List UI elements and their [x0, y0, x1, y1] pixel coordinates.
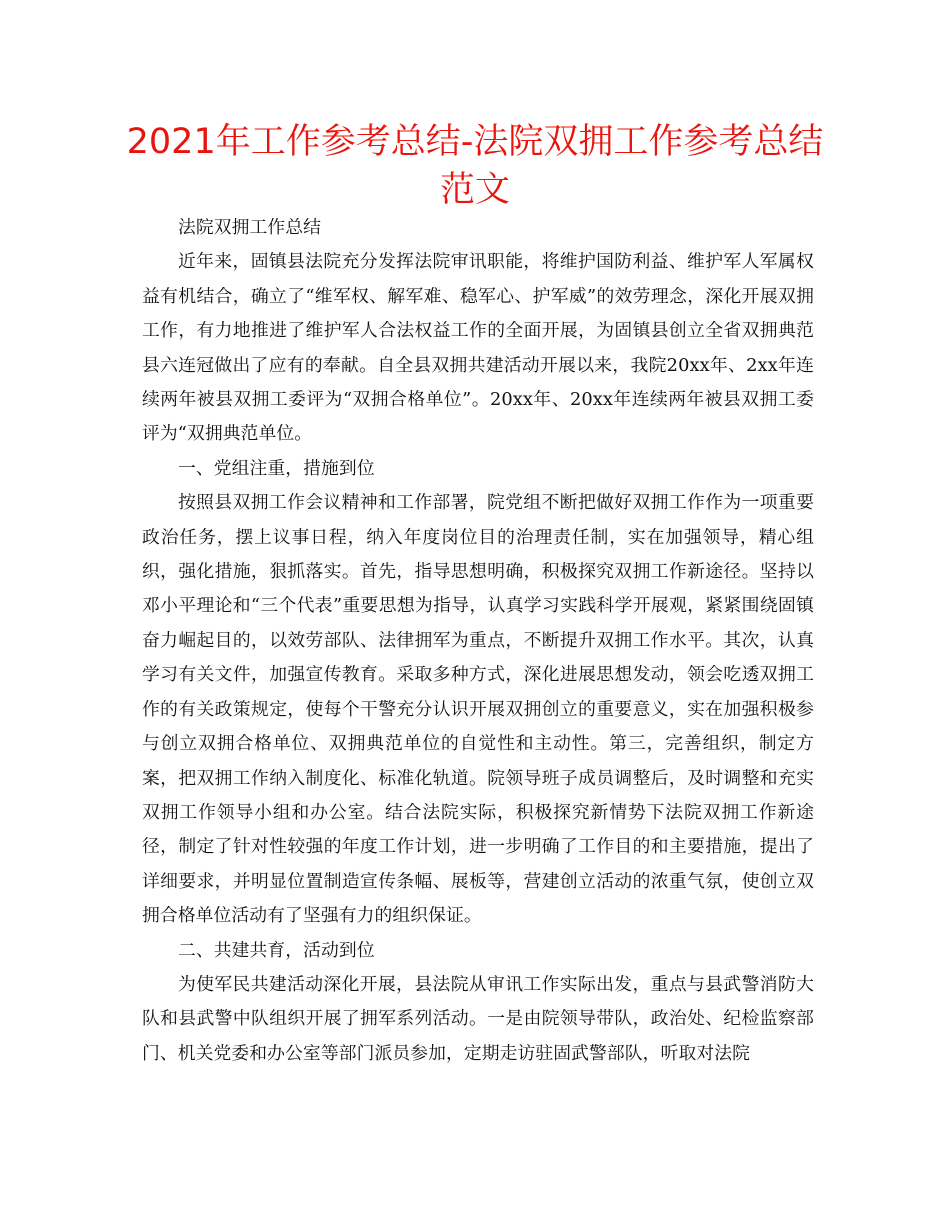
section-heading-one: 一、党组注重，措施到位 [178, 457, 375, 479]
paragraph-heading-summary: 法院双拥工作总结 [178, 217, 322, 238]
paragraph-section-one: 按照县双拥工作会议精神和工作部署，院党组不断把做好双拥工作作为一项重要政治任务，摆上议事日程，纳入年度岗位目的治理责任制，实在加强领导，精心组织，强化措施，狠抓落实。首先，指导思想明确，积极探究双拥工作新途径。坚持以邓小平理论和“三个代表”重要思想为指导，认真学习实践科学开展观，紧紧围绕固镇奋力崛起目的，以效劳部队、法律拥军为重点，不断提升双拥工作水平。其次，认真学习有关文件，加强宣传教育。采取多种方式，深化进展思想发动，领会吃透双拥工作的有关政策规定，使每个干警充分认识开展双拥创立的重要意义，实在加强积极参与创立双拥合格单位、双拥典范单位的自觉性和主动性。第三，完善组织，制定方案，把双拥工作纳入制度化、标准化轨道。院领导班子成员调整后，及时调整和充实双拥工作领导小组和办公室。结合法院实际，积极探究新情势下法院双拥工作新途径，制定了针对性较强的年度工作计划，进一步明确了工作目的和主要措施，提出了详细要求，并明显位置制造宣传条幅、展板等，营建创立活动的浓重气氛，使创立双拥合格单位活动有了坚强有力的组织保证。 [142, 492, 814, 927]
document-body [142, 211, 814, 1071]
section-heading-two: 二、共建共育，活动到位 [178, 939, 375, 961]
paragraph-section-two: 为使军民共建活动深化开展，县法院从审讯工作实际出发，重点与县武警消防大队和县武警中队组织开展了拥军系列活动。一是由院领导带队，政治处、纪检监察部门、机关党委和办公室等部门派员参加，定期走访驻固武警部队，听取对法院 [142, 973, 814, 1064]
document-title: 2021年工作参考总结-法院双拥工作参考总结范文 [126, 122, 824, 210]
paragraph-intro: 近年来，固镇县法院充分发挥法院审讯职能，将维护国防利益、维护军人军属权益有机结合，确立了“维军权、解军难、稳军心、护军威”的效劳理念，深化开展双拥工作，有力地推进了维护军人合法权益工作的全面开展，为固镇县创立全省双拥典范县六连冠做出了应有的奉献。自全县双拥共建活动开展以来，我院20xx年、2xx年连续两年被县双拥工委评为“双拥合格单位”。20xx年、20xx年连续两年被县双拥工委评为“双拥典范单位。 [142, 251, 814, 445]
